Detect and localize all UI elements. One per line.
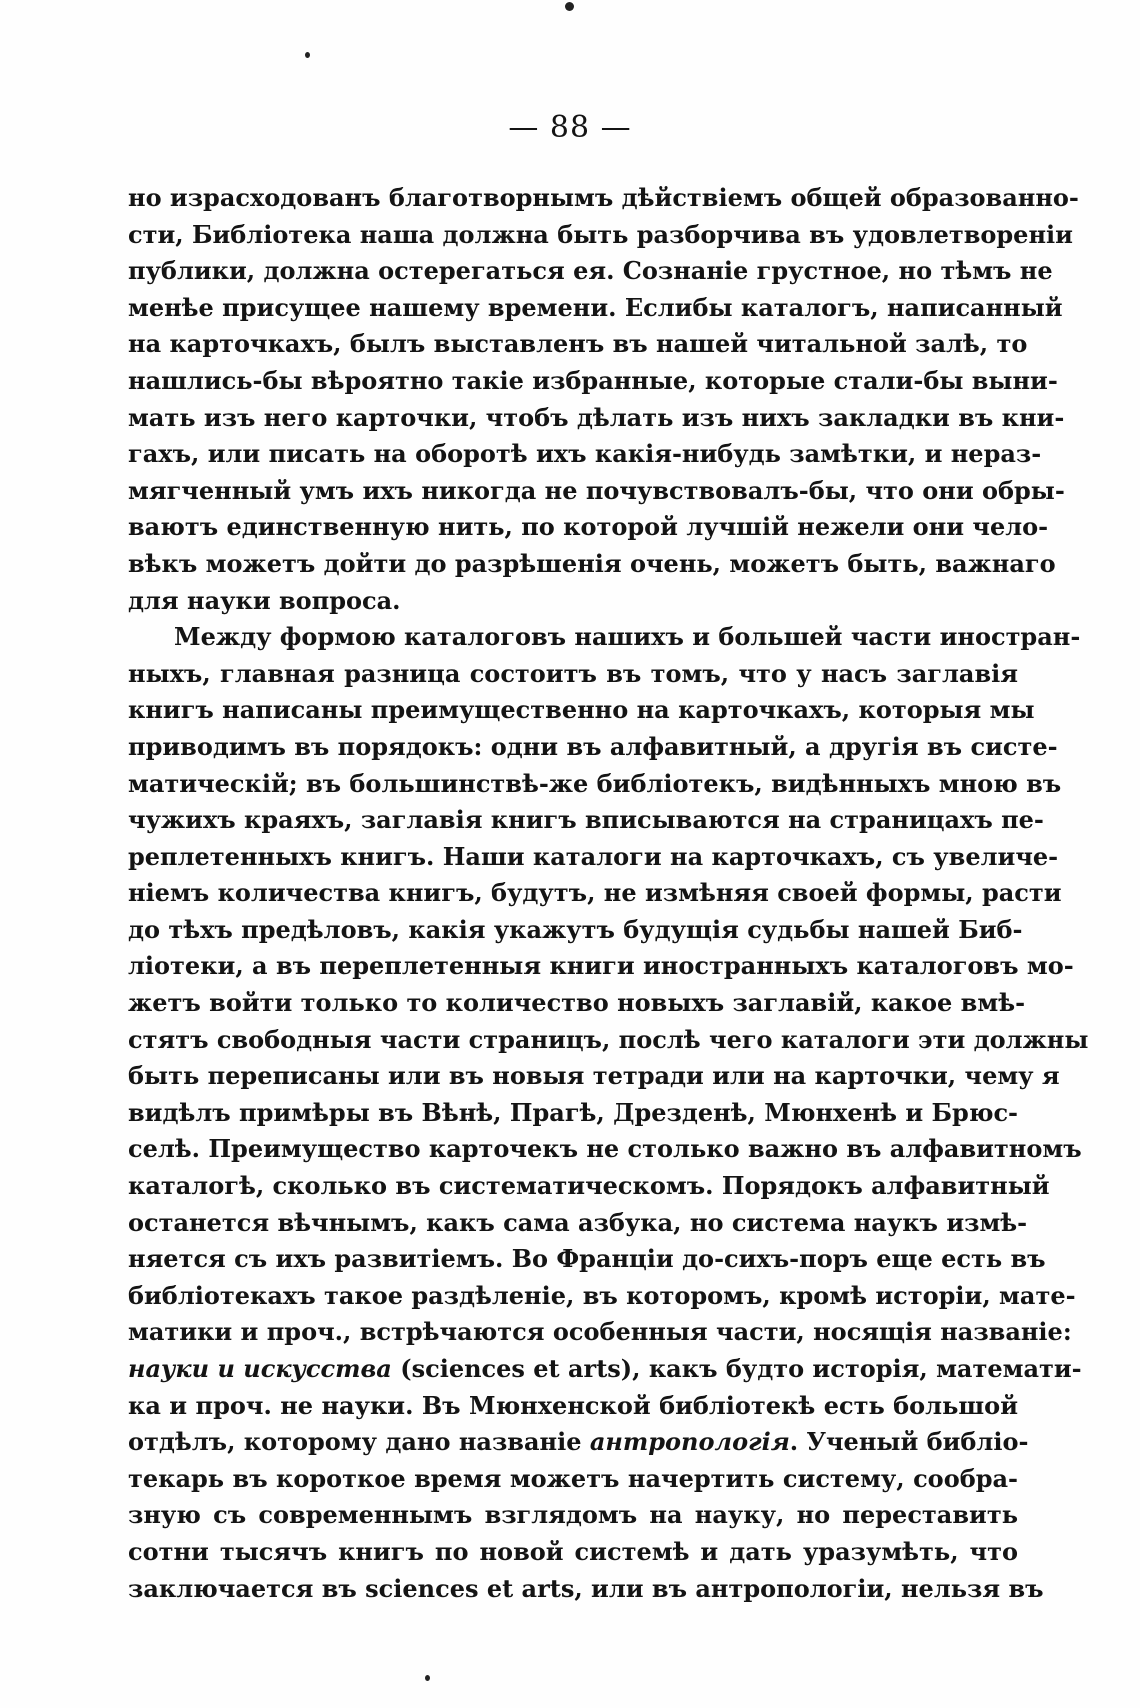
text-line: чужихъ краяхъ, заглавія книгъ вписываются на страницахъ пе- (128, 805, 1044, 835)
text-line: няется съ ихъ развитіемъ. Во Франціи до-сихъ-поръ еще есть въ (128, 1244, 1046, 1274)
text-line: матики и проч., встрѣчаются особенныя части, носящія названіе: (128, 1317, 1072, 1347)
text-line: каталогѣ, сколько въ систематическомъ. Порядокъ алфавитный (128, 1171, 1050, 1201)
text-line: быть переписаны или въ новыя тетради или на карточки, чему я (128, 1061, 1060, 1091)
text-line: для науки вопроса. (128, 585, 401, 615)
text-line: но израсходованъ благотворнымъ дѣйствіемъ общей образованно- (128, 183, 1079, 212)
text-line: мать изъ него карточки, чтобъ дѣлать изъ нихъ закладки въ кни- (128, 402, 1065, 432)
print-speck (565, 2, 574, 11)
text-line: видѣлъ примѣры въ Вѣнѣ, Прагѣ, Дрезденѣ, Мюнхенѣ и Брюс- (128, 1097, 1019, 1127)
text-line: останется вѣчнымъ, какъ сама азбука, но система наукъ измѣ- (128, 1207, 1028, 1237)
text-line: матическій; въ большинствѣ-же библіотекъ, видѣнныхъ мною въ (128, 768, 1062, 798)
text-line: реплетенныхъ книгъ. Наши каталоги на карточкахъ, съ увеличе- (128, 841, 1059, 871)
text-line: гахъ, или писать на оборотѣ ихъ какія-нибудь замѣтки, и нераз- (128, 439, 1042, 469)
print-speck (425, 1675, 430, 1681)
text-line: до тѣхъ предѣловъ, какія укажутъ будущія судьбы нашей Биб- (128, 914, 1023, 944)
text-fragment: отдѣлъ, которому дано названіе (128, 1427, 590, 1457)
text-line: ныхъ, главная разница состоитъ въ томъ, что у насъ заглавія (128, 658, 1018, 688)
text-line: ваютъ единственную нить, по которой лучшій нежели они чело- (128, 512, 1049, 542)
text-line: заключается въ sciences et arts, или въ антропологіи, нельзя въ (128, 1573, 1044, 1603)
text-line: сотни тысячъ книгъ по новой системѣ и дать уразумѣть, что (128, 1536, 1018, 1566)
text-line: ніемъ количества книгъ, будутъ, не измѣняя своей формы, расти (128, 878, 1062, 908)
text-line: мягченный умъ ихъ никогда не почувствовалъ-бы, что они обры- (128, 475, 1065, 505)
text-line: приводимъ въ порядокъ: одни въ алфавитный, а другія въ систе- (128, 731, 1058, 761)
text-line: Между формою каталоговъ нашихъ и большей части иностран- (174, 622, 1081, 652)
text-line: жетъ войти только то количество новыхъ заглавій, какое вмѣ- (128, 988, 1026, 1018)
body-text (128, 180, 1089, 1607)
text-line: нашлись-бы вѣроятно такіе избранные, которые стали-бы выни- (128, 365, 1058, 395)
text-line-italic (128, 1351, 1082, 1388)
page-number: — 88 — (508, 110, 632, 145)
paragraph (128, 619, 1089, 1607)
text-line: на карточкахъ, былъ выставленъ въ нашей читальной залѣ, то (128, 329, 1028, 359)
text-line: ка и проч. не науки. Въ Мюнхенской библіотекѣ есть большой (128, 1390, 1018, 1420)
text-line: селѣ. Преимущество карточекъ не столько важно въ алфавитномъ (128, 1134, 1082, 1164)
text-line: сти, Библіотека наша должна быть разборчива въ удовлетвореніи (128, 219, 1073, 249)
text-line: зную съ современнымъ взглядомъ на науку, но переставить (128, 1500, 1018, 1530)
text-fragment: . Ученый библіо- (789, 1427, 1029, 1457)
text-line: книгъ написаны преимущественно на карточкахъ, которыя мы (128, 695, 1035, 725)
text-line: публики, должна остерегаться ея. Сознаніе грустное, но тѣмъ не (128, 256, 1053, 286)
italic-term: антропологія (589, 1427, 790, 1457)
text-line: стятъ свободныя части страницъ, послѣ чего каталоги эти должны (128, 1024, 1089, 1054)
text-line: ліотеки, а въ переплетенныя книги иностранныхъ каталоговъ мо- (128, 951, 1074, 981)
text-line: текарь въ короткое время можетъ начертить систему, сообра- (128, 1463, 1018, 1493)
italic-phrase: науки и искусства (128, 1354, 392, 1383)
text-fragment: (sciences et arts), какъ будто исторія, математи- (391, 1354, 1082, 1383)
text-line: менѣе присущее нашему времени. Еслибы каталогъ, написанный (128, 292, 1063, 322)
text-line: вѣкъ можетъ дойти до разрѣшенія очень, можетъ быть, важнаго (128, 548, 1056, 578)
paragraph (128, 180, 1079, 619)
text-line: библіотекахъ такое раздѣленіе, въ которомъ, кромѣ исторіи, мате- (128, 1280, 1076, 1310)
print-speck (305, 52, 310, 58)
text-line-italic (128, 1424, 1029, 1461)
